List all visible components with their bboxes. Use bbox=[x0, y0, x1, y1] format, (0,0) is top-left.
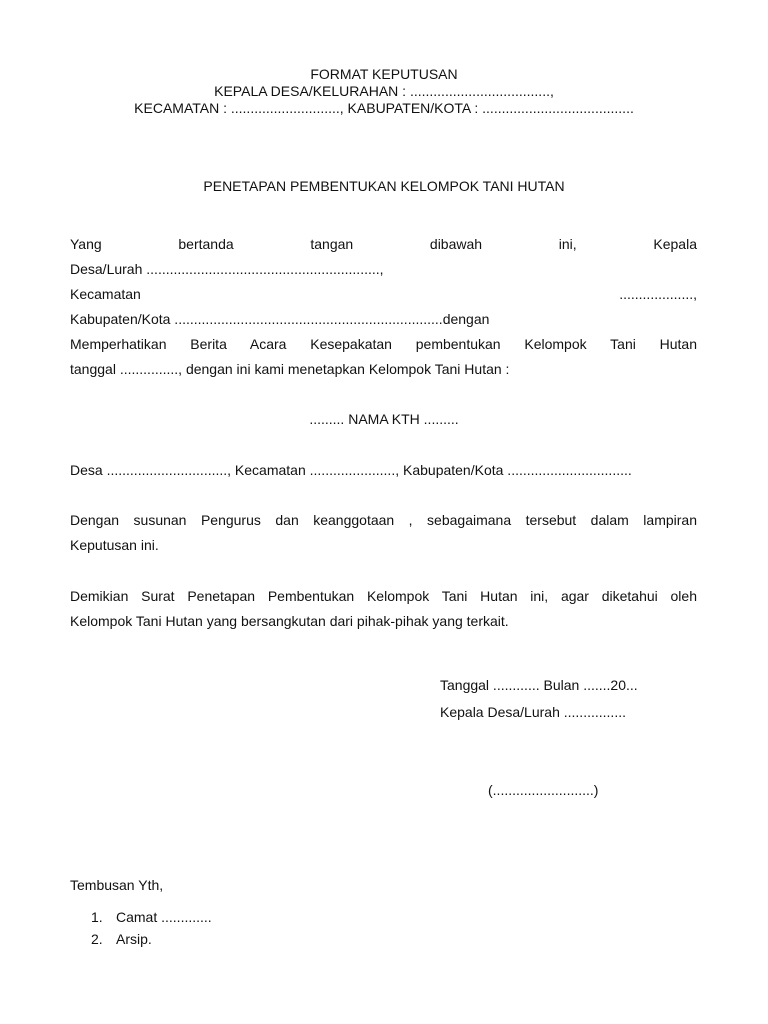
signature-date: Tanggal ............ Bulan .......20... bbox=[440, 677, 638, 693]
tembusan-title: Tembusan Yth, bbox=[70, 877, 164, 893]
list-item bbox=[91, 928, 212, 950]
susunan-paragraph bbox=[70, 508, 697, 558]
signature-name-placeholder: (..........................) bbox=[488, 782, 599, 798]
list-item bbox=[91, 906, 212, 928]
header-kepala-desa: KEPALA DESA/KELURAHAN : ...................................., bbox=[214, 83, 554, 99]
opening-line-5: Memperhatikan Berita Acara Kesepakatan pembentukan Kelompok Tani Hutan bbox=[70, 336, 697, 352]
list-item-text: Arsip. bbox=[116, 931, 152, 947]
header-format-title: FORMAT KEPUTUSAN bbox=[310, 66, 458, 82]
opening-line-3 bbox=[70, 282, 697, 307]
document-title: PENETAPAN PEMBENTUKAN KELOMPOK TANI HUTAN bbox=[203, 178, 565, 194]
closing-paragraph bbox=[70, 584, 697, 634]
location-line bbox=[70, 458, 697, 483]
opening-line-2: Desa/Lurah ............................................................, bbox=[70, 261, 384, 277]
opening-kecamatan-dots: ..................., bbox=[619, 286, 697, 302]
opening-line-6: tanggal ..............., dengan ini kami menetapkan Kelompok Tani Hutan : bbox=[70, 361, 510, 377]
list-item-number: 2. bbox=[91, 931, 103, 947]
opening-line-1: Yang bertanda tangan dibawah ini, Kepala bbox=[70, 236, 697, 252]
kth-name: ......... NAMA KTH ......... bbox=[309, 411, 459, 427]
opening-line-4: Kabupaten/Kota .....................................................................dengan bbox=[70, 311, 490, 327]
header-kecamatan-kabupaten: KECAMATAN : ............................, KABUPATEN/KOTA : ....................................... bbox=[134, 100, 634, 116]
list-item-text: Camat ............. bbox=[116, 909, 212, 925]
susunan-line-2: Keputusan ini. bbox=[70, 537, 159, 553]
susunan-line-1: Dengan susunan Pengurus dan keanggotaan , sebagaimana tersebut dalam lampiran bbox=[70, 512, 697, 528]
signature-block bbox=[440, 672, 638, 726]
location-text: Desa ..............................., Kecamatan ......................, Kabupaten/Kota ................................ bbox=[70, 462, 632, 478]
document-header bbox=[0, 66, 768, 117]
tembusan-list bbox=[91, 906, 212, 950]
signature-position: Kepala Desa/Lurah ................ bbox=[440, 704, 626, 720]
list-item-number: 1. bbox=[91, 909, 103, 925]
closing-line-1: Demikian Surat Penetapan Pembentukan Kelompok Tani Hutan ini, agar diketahui oleh bbox=[70, 588, 697, 604]
closing-line-2: Kelompok Tani Hutan yang bersangkutan dari pihak-pihak yang terkait. bbox=[70, 613, 509, 629]
opening-paragraph bbox=[70, 232, 697, 382]
opening-kecamatan-label: Kecamatan bbox=[70, 286, 141, 302]
